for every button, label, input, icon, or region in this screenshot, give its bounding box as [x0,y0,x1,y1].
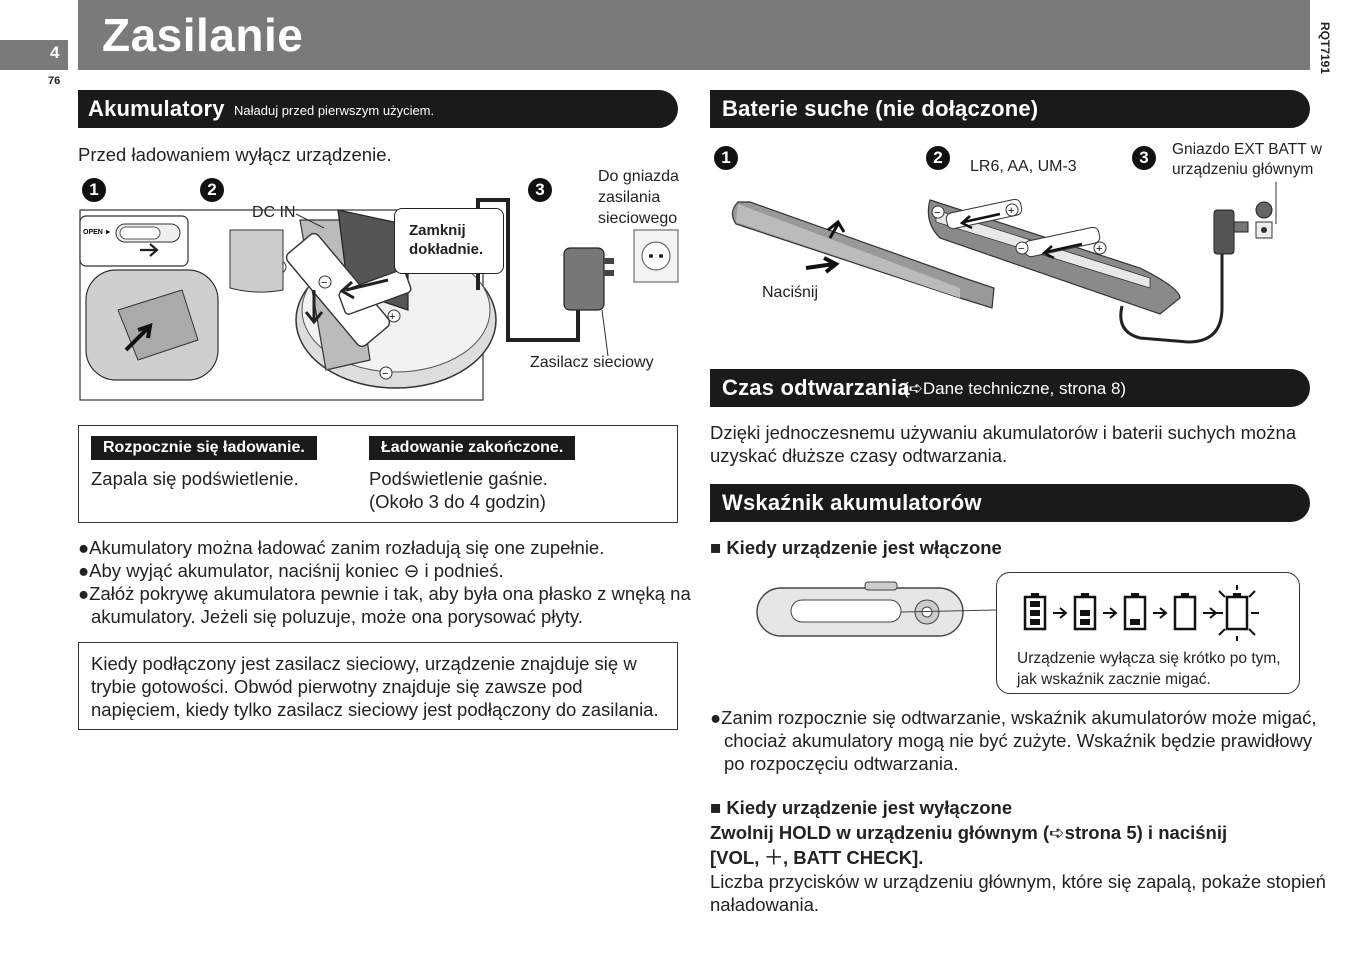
step-3-badge: 3 [1132,146,1156,170]
off-instruction-line1: Zwolnij HOLD w urządzeniu głównym (➪strona 5) i naciśnij [710,822,1228,843]
adapter-label: Zasilacz sieciowy [530,354,654,371]
svg-text:−: − [934,207,941,219]
close-tight-callout [394,208,504,274]
doc-code: RQT7191 [1318,22,1332,75]
close-tight-line1: Zamknij [409,222,466,239]
off-instruction-line2: [VOL, ＋, BATT CHECK]. [710,847,924,868]
section-title: Baterie suche (nie dołączone) [722,96,1039,121]
section-title: Akumulatory [88,96,225,121]
ext-batt-line1: Gniazdo EXT BATT w [1172,141,1322,158]
charge-end-text-2: (Około 3 do 4 godzin) [369,491,546,512]
note-line1: Kiedy podłączony jest zasilacz sieciowy, urządzenie znajduje się w [91,653,637,674]
charging-status-box [78,425,678,523]
ext-batt-line2: urządzeniu głównym [1172,161,1314,178]
section-czas-header [710,369,1310,407]
socket-line1: Do gniazda [598,168,679,185]
svg-text:−: − [1018,243,1025,255]
section-subtitle: Naładuj przed pierwszym użyciem. [234,103,435,118]
step-2-badge: 2 [926,146,950,170]
battery-types-label: LR6, AA, UM-3 [970,158,1077,175]
callout-line2: jak wskaźnik zacznie migać. [1017,671,1211,688]
charge-end-text-1: Podświetlenie gaśnie. [369,468,548,489]
step-1-badge: 1 [82,178,106,202]
page-number: 4 [50,43,60,62]
section-subtitle: (➪Dane techniczne, strona 8) [903,379,1127,398]
on-heading: ■ Kiedy urządzenie jest włączone [710,537,1002,558]
section-title: Wskaźnik akumulatorów [722,490,982,515]
bullet-cover-line2: akumulatory. Jeżeli się poluzuje, może ona porysować płyty. [91,606,583,627]
note-line3: napięciem, kiedy tylko zasilacz sieciowy jest podłączony do zasilania. [91,699,659,720]
svg-text:−: − [382,368,389,380]
note-line2: trybie gotowości. Obwód pierwotny znajduje się zawsze pod [91,676,583,697]
battery-full-icon [1025,593,1045,629]
svg-text:+: + [389,311,396,323]
battery-blinking-icon [1215,585,1259,641]
akumulatory-intro: Przed ładowaniem wyłącz urządzenie. [78,144,392,165]
callout-text [1017,648,1281,690]
dry-battery-illustration [710,138,1322,350]
battery-level-sequence [1019,585,1279,641]
standby-note-box [78,642,678,730]
svg-text:−: − [321,277,328,289]
off-heading: ■ Kiedy urządzenie jest wyłączone [710,797,1013,818]
charge-end-label: Ładowanie zakończone. [369,436,575,460]
bullet-remove-battery: ●Aby wyjąć akumulator, naciśnij koniec ⊖ i podnieś. [78,560,504,581]
czas-text-1: Dzięki jednoczesnemu używaniu akumulatorów i baterii suchych można [710,422,1297,443]
svg-text:+: + [1096,243,1103,255]
battery-empty-icon [1175,593,1195,629]
dc-in-label: DC IN [252,204,296,221]
off-text-line1: Liczba przycisków w urządzeniu głównym, które się zapalą, pokaże stopień [710,871,1326,892]
svg-text:+: + [1008,205,1015,217]
blink-bullet-line1: ●Zanim rozpocznie się odtwarzanie, wskaźnik akumulatorów może migać, [710,707,1317,728]
step-3-badge: 3 [528,178,552,202]
bullet-charge-anytime: ●Akumulatory można ładować zanim rozładują się one zupełnie. [78,537,605,558]
page-sub-number: 76 [48,75,61,87]
battery-one-third-icon [1125,593,1145,629]
blink-bullet-line3: po rozpoczęciu odtwarzania. [724,753,959,774]
charging-illustration [78,170,688,405]
socket-label [598,166,679,229]
charge-start-label: Rozpocznie się ładowanie. [91,436,317,460]
section-title: Czas odtwarzania [722,375,910,400]
socket-line2: zasilania [598,189,661,206]
blink-bullet-line2: chociaż akumulatory mogą nie być zużyte. Wskaźnik będzie prawidłowy [724,730,1313,751]
page-title: Zasilanie [102,9,304,61]
charge-start-text: Zapala się podświetlenie. [91,468,299,489]
czas-text-2: uzyskać dłuższe czasy odtwarzania. [710,445,1008,466]
remote-control-drawing [755,580,1000,640]
step-1-badge: 1 [714,146,738,170]
bullet-cover-line1: ●Załóż pokrywę akumulatora pewnie i tak, aby była ona płasko z wnęką na [78,583,691,604]
section-akumulatory-header [78,90,678,128]
section-wskaznik-header [710,484,1310,522]
off-text-line2: naładowania. [710,894,820,915]
socket-line3: sieciowego [598,210,678,227]
step-2-badge: 2 [200,178,224,202]
battery-two-thirds-icon [1075,593,1095,629]
section-baterie-header [710,90,1310,128]
battery-case-drawing [710,138,1310,350]
press-label: Naciśnij [762,284,819,301]
battery-indicator-callout [996,572,1300,694]
close-tight-line2: dokładnie. [409,241,484,258]
open-switch-label: OPEN ► [83,229,112,236]
callout-line1: Urządzenie wyłącza się krótko po tym, [1017,650,1281,667]
